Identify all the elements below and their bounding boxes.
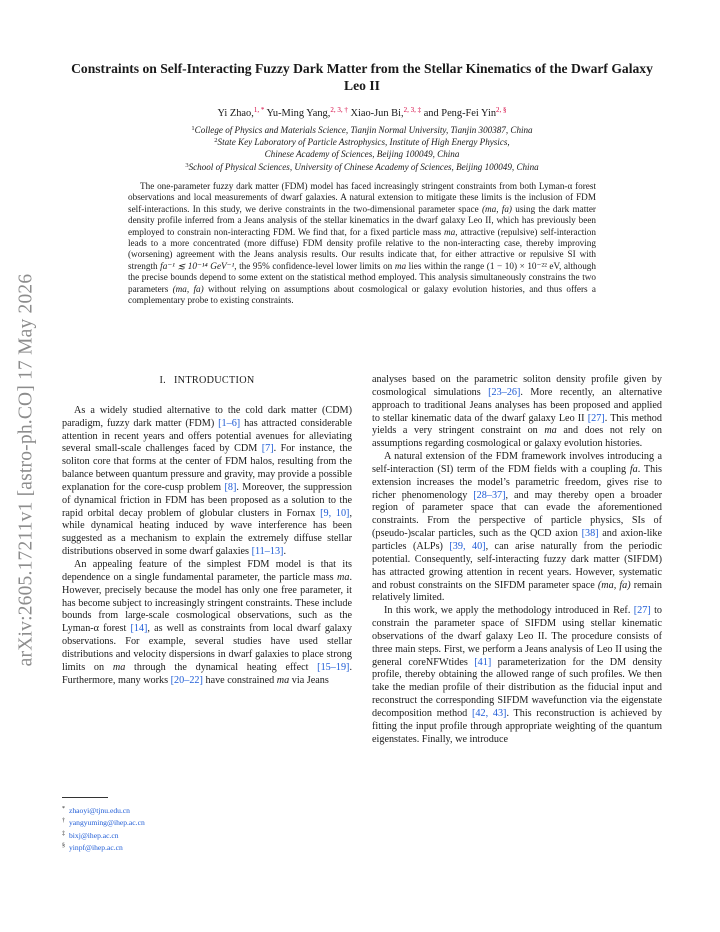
intro-paragraph-4 — [372, 605, 662, 746]
citation-link[interactable]: [41] — [474, 656, 492, 668]
email-link[interactable]: zhaoyi@tjnu.edu.cn — [69, 806, 130, 815]
text-run: . For instance, the soliton core that forms at the center of FDM halos, resulting from the balance between quantum pressure and gravity, may provide a possible explanation for the core-cusp problem — [62, 443, 352, 493]
left-column — [62, 373, 352, 687]
arxiv-identifier-stamp — [6, 230, 46, 710]
math-inline: (1 − 10) × 10⁻²² eV — [486, 260, 559, 271]
footnote-1: * zhaoyi@tjnu.edu.cn — [62, 806, 130, 815]
section-heading-introduction: I. INTRODUCTION — [159, 375, 255, 386]
author-4-affiliation-mark: 2, § — [496, 106, 507, 114]
math-inline: (ma, fa) — [172, 283, 204, 294]
text-run: has attracted considerable attention in recent years and offers potential avenues for alleviating several small-scale challenges faced by CDM — [62, 417, 352, 455]
author-2-affiliation-mark: 2, 3, † — [330, 106, 348, 114]
text-run: parameterization for the DM density profile, thereby obtaining the allowed range of such profiles. We then take the median profile of their distribution as the fiducial input and reconstruct the corresponding SIFDM wavefunction via the eigenstate decomposition method — [372, 656, 662, 719]
math-inline: (ma, fa) — [481, 203, 512, 214]
math-inline: fa⁻¹ ≲ 10⁻¹⁴ GeV⁻¹ — [160, 260, 235, 271]
text-run: , can arise naturally from the periodic potential. Consequently, self-interacting fuzzy dark matter (SIFDM) has attracted growing attention in recent years. However, systematic and robust constraints on the SIFDM parameter space — [372, 540, 662, 591]
author-4: and Peng-Fei Yin$^{2, \S}$ — [423, 106, 507, 119]
citation-link[interactable]: [14] — [130, 623, 148, 635]
text-run: As a widely studied alternative to the cold dark matter (CDM) paradigm, fuzzy dark matter (FDM) — [62, 404, 352, 429]
footnote-3: ‡ bixj@ihep.ac.cn — [62, 830, 119, 840]
footnote-2: † yangyuming@ihep.ac.cn — [62, 818, 145, 828]
abstract: The one-parameter fuzzy dark matter (FDM) model has faced increasingly stringent constraints from both Lyman-α forest observations and local measurements of dwarf galaxies. A natural extension to mitigate these limits is the inclusion of FDM self-interactions. In this study, we derive constraints in the two-dimensional parameter space (ma, fa) using the dark matter density profile inferred from a Jeans analysis of the stellar kinematics in the dwarf galaxy Leo II, which has previously been employed to constrain non-interacting FDM. We find that, for a fixed particle mass ma, attractive (repulsive) self-interaction leads to a more concentrated (more diffuse) FDM density profile relative to the non-interacting case, thereby improving (worsening) agreement with the Jeans analysis results. Our results indicate that, for either attractive or repulsive SI with strength fa⁻¹ ≲ 10⁻¹⁴ GeV⁻¹, the 95% confidence-level lower limits on ma lies within the range (1 − 10) × 10⁻²² eV, although the precise bounds depend to some extent on the statistical method employed. This analysis simultaneously constrains the two parameters (ma, fa) without relying on assumptions about cosmological or galaxy evolution histories, and thus offers a complementary probe to existing constraints. — [128, 181, 596, 306]
citation-link[interactable]: [20–22] — [170, 674, 203, 686]
text-run: . This method yields a very stringent constraint on — [372, 412, 662, 437]
math-inline: ma — [112, 661, 126, 673]
math-inline: ma — [444, 226, 456, 237]
footnote-4: § yinpf@ihep.ac.cn — [62, 843, 123, 853]
intro-paragraph-2 — [62, 559, 352, 687]
email-link[interactable]: yinpf@ihep.ac.cn — [69, 843, 123, 853]
intro-paragraph-2-continued — [372, 374, 662, 451]
affiliation-2: $^2$State Key Laboratory of Particle Astrophysics, Institute of High Energy Physics, — [214, 137, 510, 148]
citation-link[interactable]: [39, 40] — [449, 540, 486, 552]
text-run: . This extension increases the model’s parametric freedom, gives rise to richer phenomenology — [372, 463, 662, 501]
citation-link[interactable]: [8] — [224, 481, 237, 493]
text-run: A natural extension of the FDM framework involves introducing a self-interaction (SI) term of the FDM fields with a coupling — [372, 451, 662, 475]
author-list — [60, 107, 664, 120]
text-run: An appealing feature of the simplest FDM model is that its dependence on a single fundamental parameter, the particle mass — [62, 558, 352, 583]
affiliation-3: $^3$School of Physical Sciences, University of Chinese Academy of Sciences, Beijing 100049, China — [185, 161, 539, 172]
text-run: . More recently, an alternative approach to traditional Jeans analyses has been proposed and applied to stellar kinematic data of the dwarf galaxy Leo II — [372, 386, 662, 424]
footnote-list — [62, 804, 145, 854]
citation-link[interactable]: [7] — [261, 443, 274, 455]
author-1: Yi Zhao,$^{1, *}$ — [217, 106, 265, 119]
math-inline: fa — [629, 463, 638, 475]
text-run: . This reconstruction is achieved by fitting the input profile through appropriate weighting of the quantum eigenstates. Finally, we introduce — [372, 707, 662, 745]
citation-link[interactable]: [28–37] — [473, 489, 506, 501]
text-run: remain relatively limited. — [372, 579, 662, 604]
citation-link[interactable]: [23–26] — [488, 386, 521, 398]
text-run: through the dynamical heating effect — [125, 661, 318, 673]
author-2: Yu-Ming Yang,$^{2, 3, \dagger}$ — [266, 106, 348, 119]
citation-link[interactable]: [27] — [587, 412, 605, 424]
paper-title: Constraints on Self-Interacting Fuzzy Dark Matter from the Stellar Kinematics of the Dwarf Galaxy Leo II — [71, 61, 653, 93]
author-3-affiliation-mark: 2, 3, ‡ — [403, 106, 422, 114]
affiliation-list — [60, 124, 664, 173]
citation-link[interactable]: [11–13] — [251, 546, 284, 558]
text-run: , and may thereby open a broader region of parameter space that can evade the aforementioned constraints. From the perspective of particle physics, SIs of (pseudo-)scalar particles, such as the QCD axion — [372, 489, 662, 540]
text-run: . Furthermore, many works — [62, 661, 352, 686]
math-inline: ma — [276, 674, 290, 686]
text-run: and axion-like particles (ALPs) — [372, 528, 662, 552]
citation-link[interactable]: [15–19] — [317, 661, 350, 673]
text-run: analyses based on the parametric soliton density profile given by cosmological simulations — [372, 374, 662, 398]
math-inline: ma — [394, 260, 407, 271]
math-inline: ma — [337, 571, 350, 583]
text-run: . — [283, 546, 287, 558]
text-run: have constrained — [202, 674, 277, 686]
email-link[interactable]: yangyuming@ihep.ac.cn — [69, 818, 145, 828]
text-run: and does not rely on assumptions regarding cosmological or galaxy evolution histories. — [372, 425, 662, 450]
text-run: , while dynamical heating induced by wave interference has been suggested as a mechanism to explain the extremely diffuse stellar distributions observed in some dwarf galaxies — [62, 507, 352, 558]
text-run: to constrain the parameter space of SIFDM using stellar kinematic observations of the dwarf galaxy Leo II. The procedure consists of three main steps. First, we perform a Jeans analysis of Leo II using the general coreNFWtides — [372, 605, 662, 668]
citation-link[interactable]: [27] — [633, 605, 651, 617]
citation-link[interactable]: [42, 43] — [472, 707, 507, 719]
footnote-divider — [62, 797, 108, 798]
arxiv-identifier-text: arXiv:2605.17211v1 [astro-ph.CO] 17 May 2026 — [15, 273, 36, 667]
affiliation-2-cont: Chinese Academy of Sciences, Beijing 100049, China — [264, 149, 460, 160]
author-3: Xiao-Jun Bi,$^{2, 3, \ddagger}$ — [350, 106, 422, 119]
affiliation-1: $^1$College of Physics and Materials Science, Tianjin Normal University, Tianjin 300387, China — [191, 125, 533, 135]
citation-link[interactable]: [9, 10] — [320, 507, 350, 519]
citation-link[interactable]: [1–6] — [218, 417, 241, 429]
math-inline: ma — [544, 425, 557, 437]
citation-link[interactable]: [38] — [581, 528, 599, 540]
text-run: . Moreover, the suppression of dynamical friction in FDM has been proposed as a solution to the rapid orbital decay problem of globular clusters in Fornax — [62, 481, 352, 519]
email-link[interactable]: bixj@ihep.ac.cn — [69, 830, 119, 840]
math-inline: (ma, fa) — [597, 579, 631, 591]
right-column — [372, 374, 662, 746]
text-run: via Jeans — [289, 674, 329, 686]
text-run: , as well as constraints from local dwarf galaxy observations. For example, several studies have used stellar distributions and velocity dispersions in dwarf galaxies to place strong limits on — [62, 623, 352, 673]
text-run: In this work, we apply the methodology introduced in Ref. — [384, 605, 634, 617]
author-1-affiliation-mark: 1, * — [253, 106, 265, 114]
intro-paragraph-3 — [372, 451, 662, 605]
intro-paragraph-1 — [62, 405, 352, 559]
text-run: . However, precisely because the model has only one free parameter, it has become subject to increasingly stringent constraints. These include bounds from large-scale cosmological observations, such as the Lyman-α forest — [62, 571, 352, 635]
